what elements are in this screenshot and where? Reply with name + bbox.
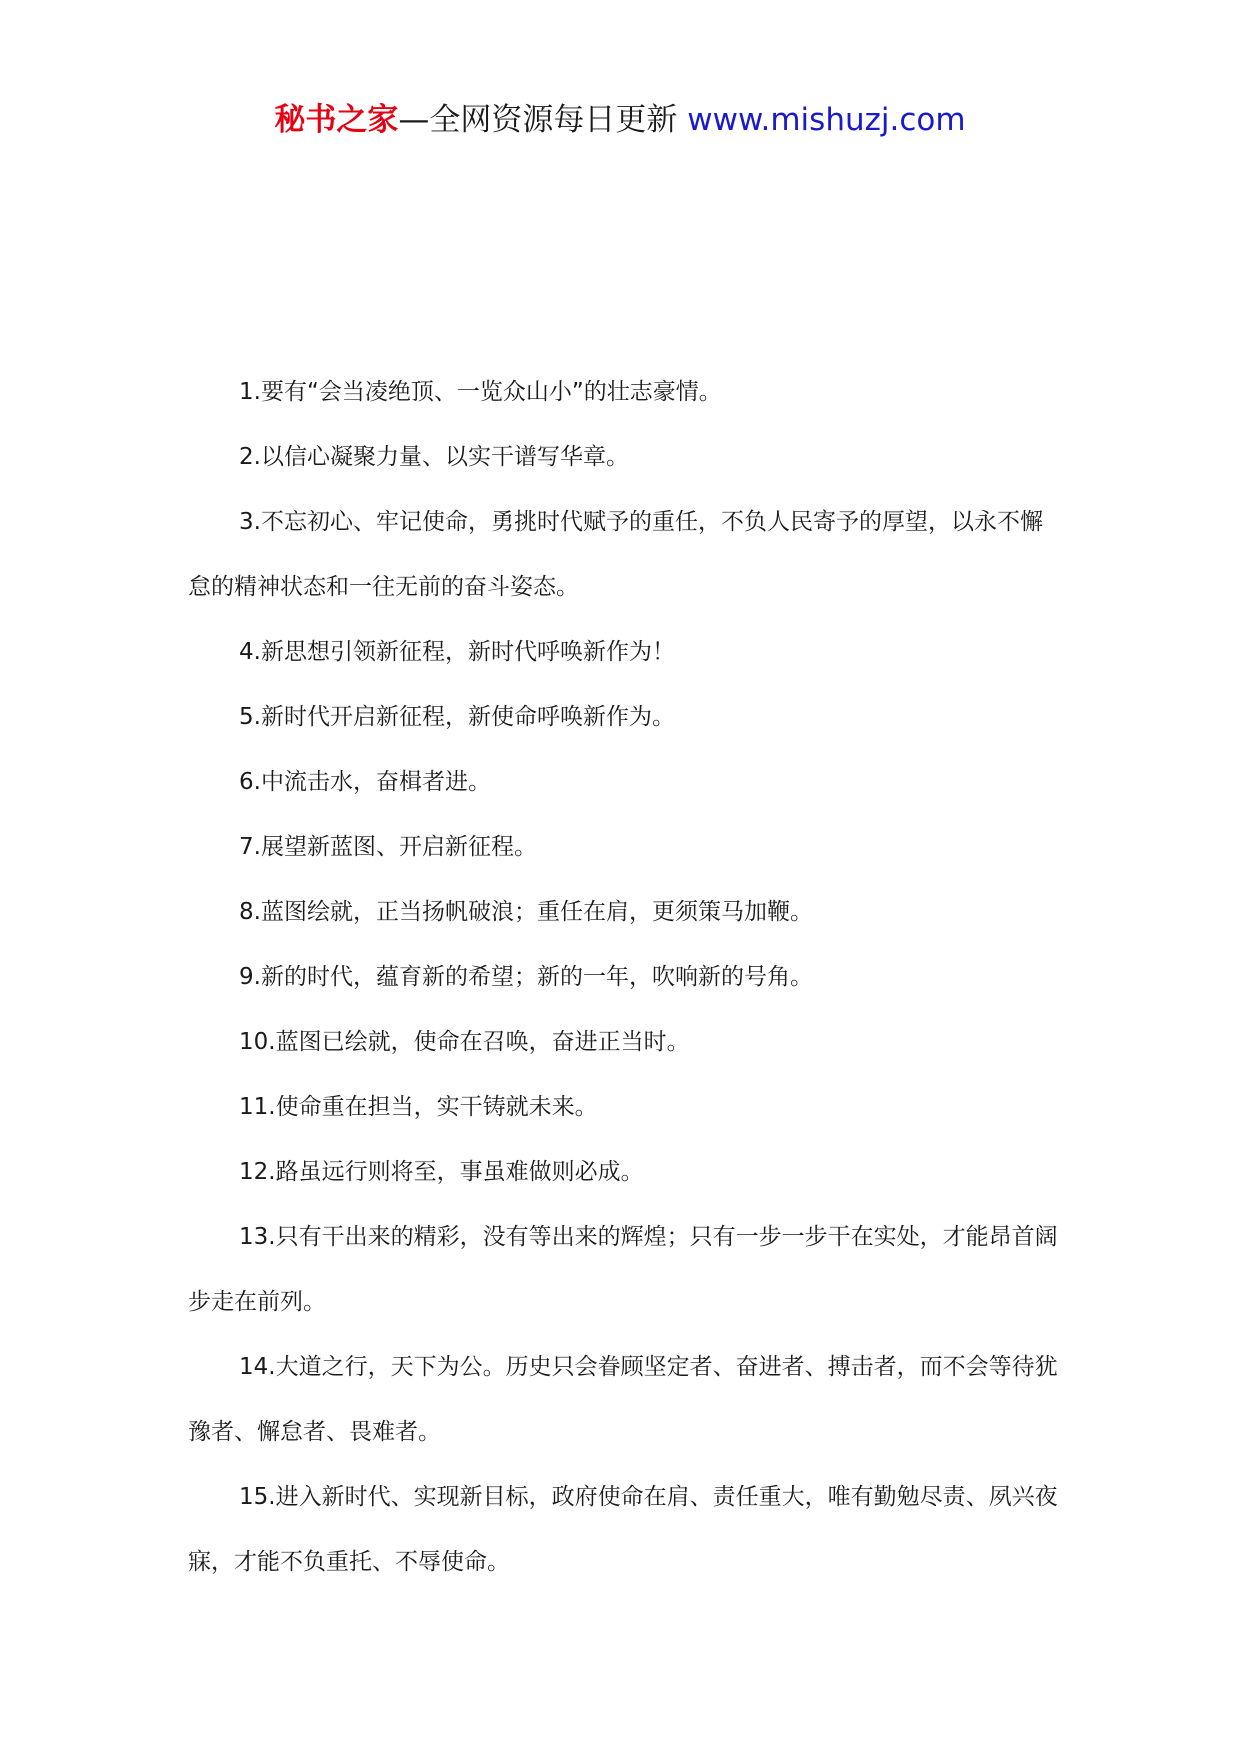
paragraph-1: 1.要有“会当凌绝顶、一览众山小”的壮志豪情。 [239, 379, 722, 405]
paragraph-8: 8.蓝图绘就，正当扬帆破浪；重任在肩，更须策马加鞭。 [239, 899, 813, 925]
paragraph-9: 9.新的时代，蕴育新的希望；新的一年，吹响新的号角。 [239, 964, 813, 990]
paragraph-10: 10.蓝图已绘就，使命在召唤，奋进正当时。 [239, 1029, 690, 1055]
paragraph-2: 2.以信心凝聚力量、以实干谱写华章。 [239, 444, 629, 470]
paragraph-6: 6.中流击水，奋楫者进。 [239, 769, 491, 795]
paragraph-5: 5.新时代开启新征程，新使命呼唤新作为。 [239, 704, 675, 730]
paragraph-11: 11.使命重在担当，实干铸就未来。 [239, 1094, 598, 1120]
brand-name: 秘书之家 [274, 102, 399, 138]
page-header [0, 98, 1240, 142]
paragraph-4: 4.新思想引领新征程，新时代呼唤新作为！ [239, 639, 675, 665]
site-url-link[interactable]: www.mishuzj.com [687, 102, 966, 138]
paragraph-12: 12.路虽远行则将至，事虽难做则必成。 [239, 1159, 644, 1185]
paragraph-3: 3.不忘初心、牢记使命，勇挑时代赋予的重任，不负人民寄予的厚望，以永不懈怠的精神状态和一往无前的奋斗姿态。 [188, 509, 1043, 600]
header-tagline: —全网资源每日更新 [398, 102, 678, 138]
document-body [188, 360, 1060, 1595]
paragraph-13: 13.只有干出来的精彩，没有等出来的辉煌；只有一步一步干在实处，才能昂首阔步走在前列。 [188, 1224, 1058, 1315]
paragraph-15: 15.进入新时代、实现新目标，政府使命在肩、责任重大，唯有勤勉尽责、夙兴夜寐，才能不负重托、不辱使命。 [188, 1484, 1058, 1575]
paragraph-14: 14.大道之行，天下为公。历史只会眷顾坚定者、奋进者、搏击者，而不会等待犹豫者、懈怠者、畏难者。 [188, 1354, 1058, 1445]
paragraph-7: 7.展望新蓝图、开启新征程。 [239, 834, 537, 860]
